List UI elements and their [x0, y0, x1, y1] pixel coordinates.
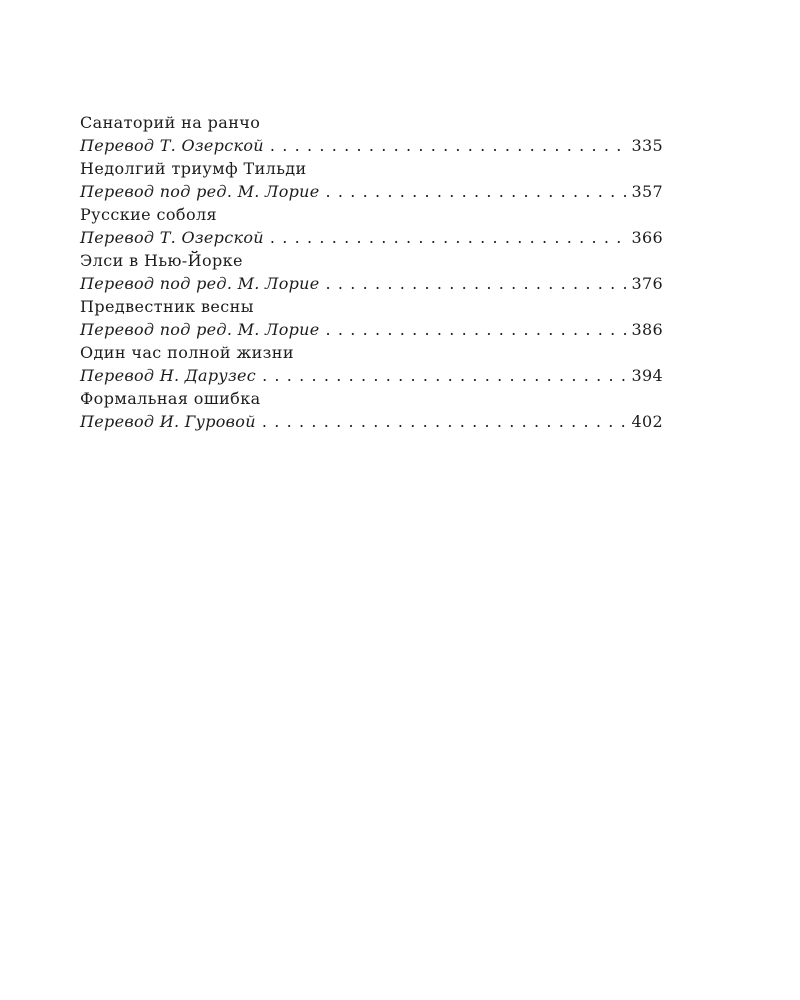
translation-credit-line: [80, 318, 663, 341]
toc-entry: [80, 295, 663, 341]
story-title: Элси в Нью-Йорке: [80, 251, 243, 270]
translator-credit: Перевод под ред. М. Лорие: [80, 182, 320, 201]
translation-credit-line: [80, 226, 663, 249]
page-number: 386: [631, 320, 663, 339]
table-of-contents: [80, 111, 663, 433]
page-number: 394: [631, 366, 663, 385]
dot-leader: [326, 272, 630, 295]
page-number: 357: [631, 182, 663, 201]
translator-credit: Перевод под ред. М. Лорие: [80, 274, 320, 293]
toc-entry: [80, 157, 663, 203]
toc-entry: [80, 341, 663, 387]
translator-credit: Перевод Т. Озерской: [80, 228, 264, 247]
translation-credit-line: [80, 410, 663, 433]
dot-leader: [326, 180, 630, 203]
page-number: 335: [631, 136, 663, 155]
story-title: Недолгий триумф Тильди: [80, 159, 307, 178]
translation-credit-line: [80, 272, 663, 295]
story-title: Один час полной жизни: [80, 343, 294, 362]
dot-leader: [270, 134, 630, 157]
story-title: Формальная ошибка: [80, 389, 261, 408]
page-number: 402: [631, 412, 663, 431]
translation-credit-line: [80, 180, 663, 203]
translation-credit-line: [80, 364, 663, 387]
dot-leader: [262, 410, 630, 433]
toc-entry: [80, 203, 663, 249]
dot-leader: [270, 226, 630, 249]
translator-credit: Перевод под ред. М. Лорие: [80, 320, 320, 339]
story-title: Русские соболя: [80, 205, 218, 224]
story-title: Санаторий на ранчо: [80, 113, 261, 132]
dot-leader: [262, 364, 629, 387]
translator-credit: Перевод И. Гуровой: [80, 412, 256, 431]
translator-credit: Перевод Н. Дарузес: [80, 366, 257, 385]
dot-leader: [326, 318, 630, 341]
toc-entry: [80, 249, 663, 295]
toc-entry: [80, 111, 663, 157]
page-number: 376: [631, 274, 663, 293]
page-number: 366: [631, 228, 663, 247]
story-title: Предвестник весны: [80, 297, 254, 316]
translation-credit-line: [80, 134, 663, 157]
toc-entry: [80, 387, 663, 433]
translator-credit: Перевод Т. Озерской: [80, 136, 264, 155]
